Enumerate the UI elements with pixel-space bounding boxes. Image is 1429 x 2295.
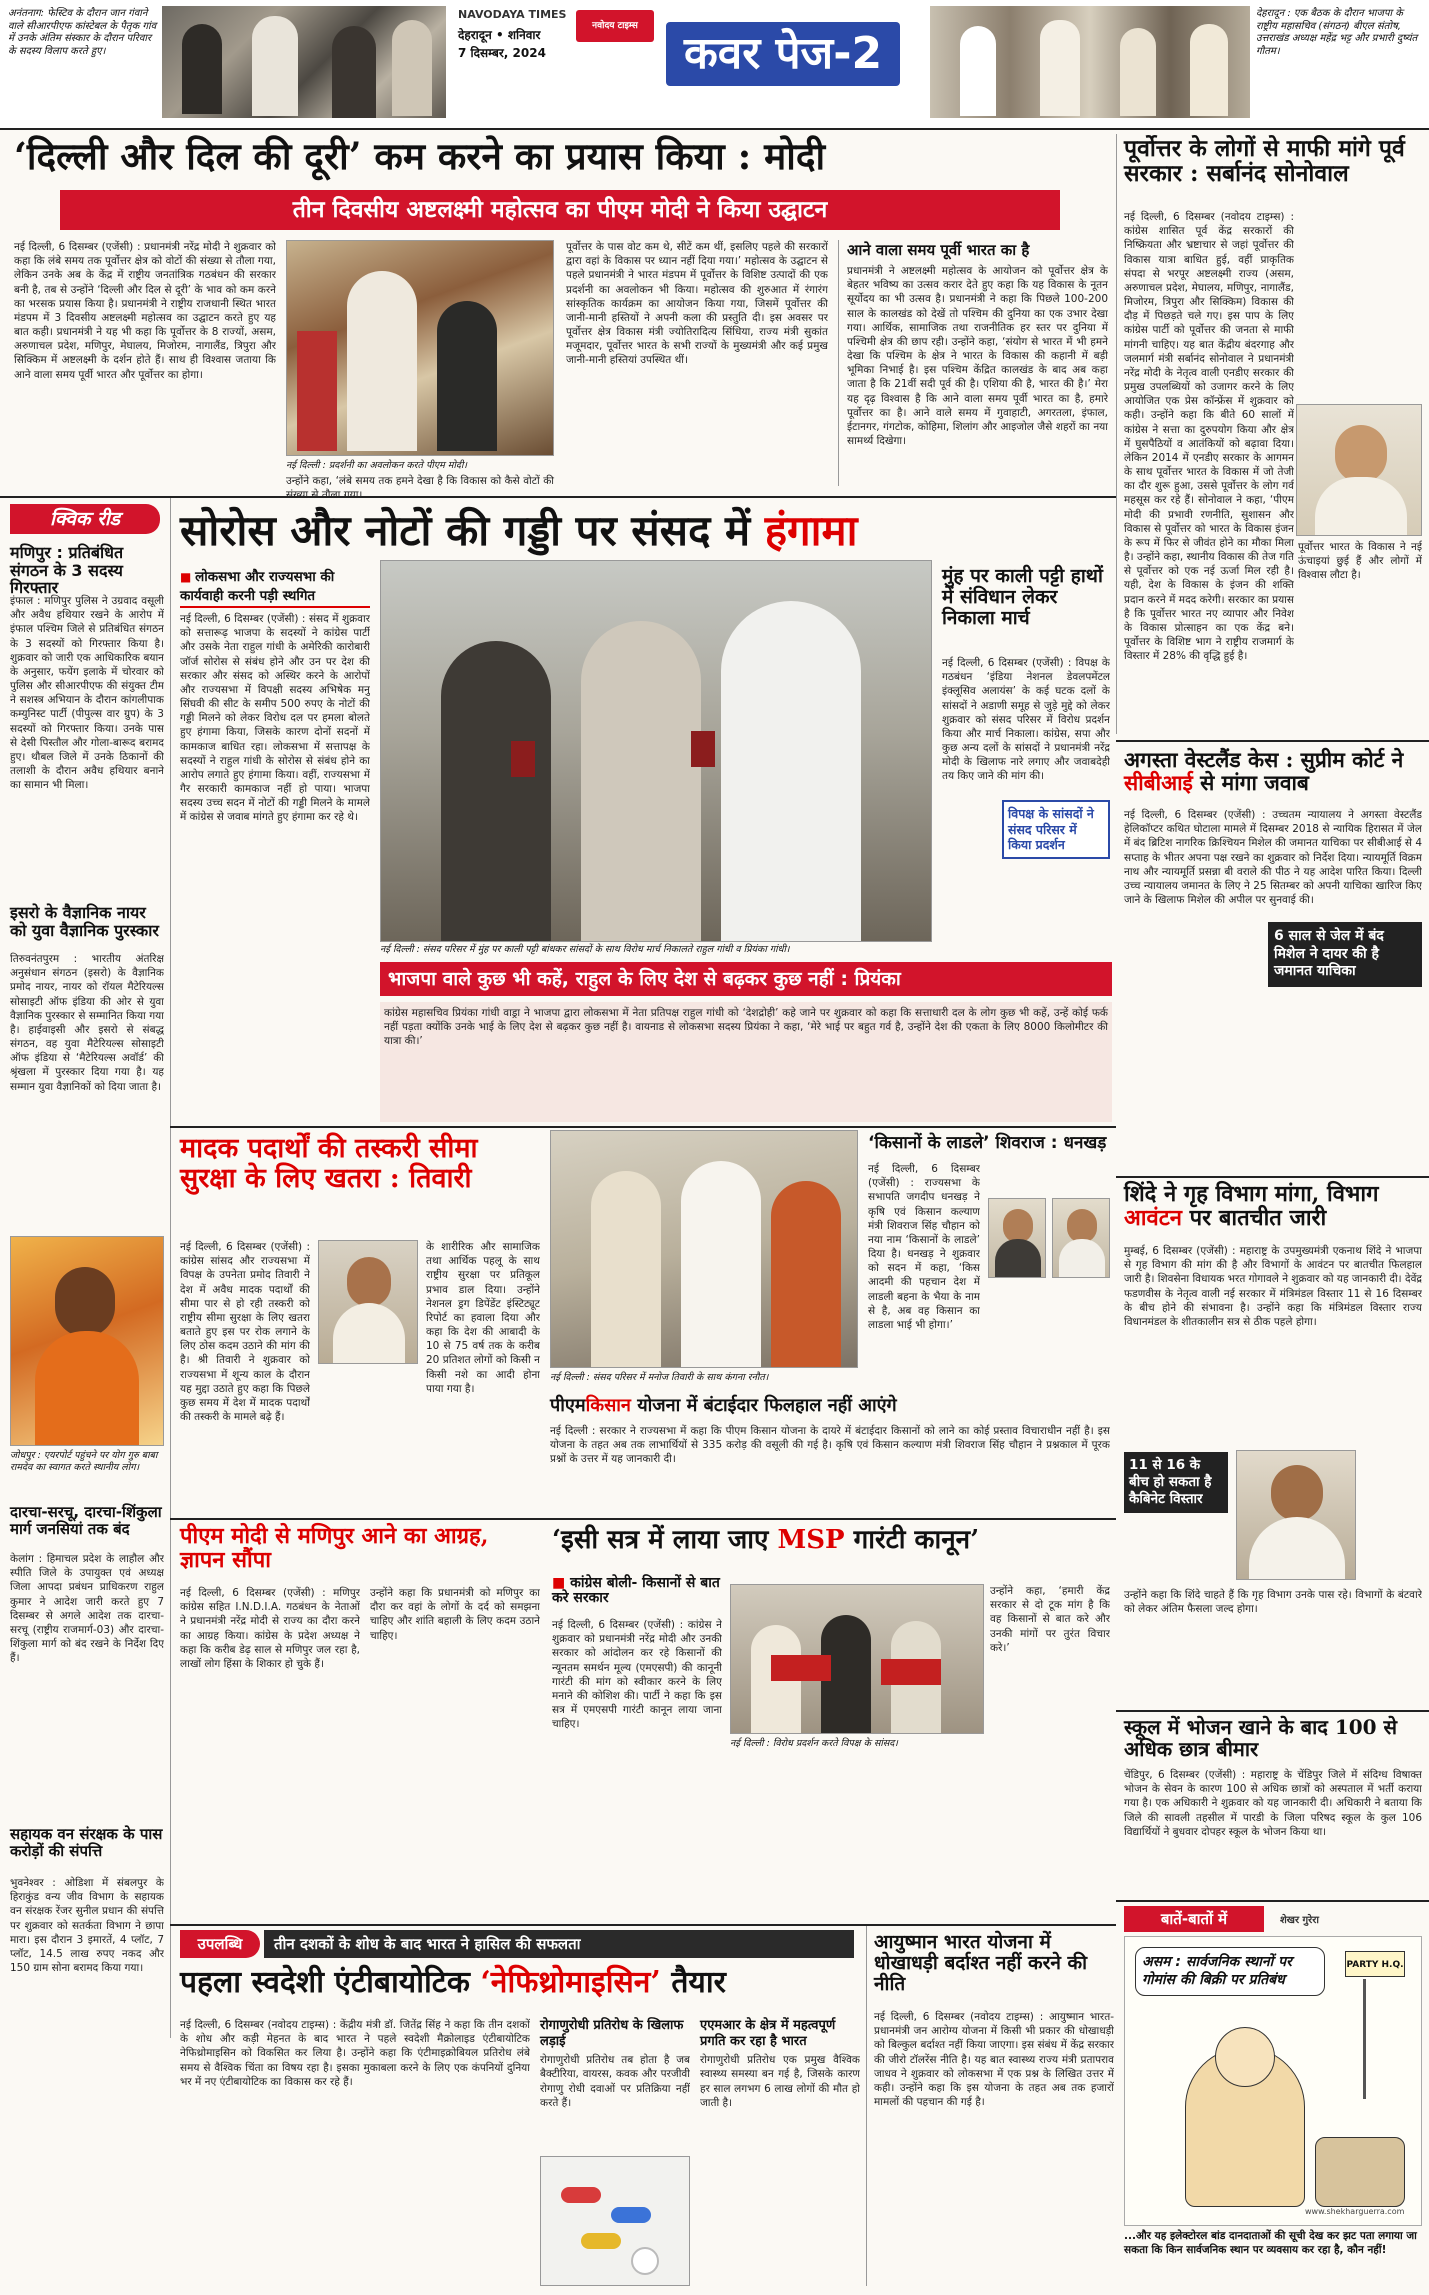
masthead-place-day: देहरादून • शनिवार — [458, 28, 541, 42]
soros-photo-caption: नई दिल्ली : संसद परिसर में मुंह पर काली पट्टी बांधकर सांसदों के साथ विरोध मार्च निकालते राहुल गांधी व प्रियंका गांधी। — [380, 944, 790, 955]
msp-photo — [730, 1584, 984, 1734]
madak-text: नई दिल्ली, 6 दिसम्बर (एजेंसी) : कांग्रेस सांसद और राज्यसभा में विपक्ष के उपनेता प्रमोद तिवारी ने देश में अवैध मादक पदार्थों की सीमा पार से हो रही तस्करी को राष्ट्रीय सीमा सुरक्षा के लिए खतरा बताते हुए इस पर रोक लगाने के लिए ठोस कदम उठाने की मांग की है। श्री तिवारी ने शुक्रवार को राज्यसभा में शून्य काल के दौरान यह मुद्दा उठाते हुए कहा कि पिछले कुछ समय में देश में मादक पदार्थों की तस्करी के मामले बढ़े हैं। — [180, 1241, 310, 1424]
shinde-photo — [1236, 1450, 1356, 1580]
soros-headline: सोरोस और नोटों की गड्डी पर संसद में हंगामा — [180, 506, 858, 555]
pm-kisan-headline: पीएमकिसान योजना में बंटाईदार फिलहाल नहीं आएंगे — [550, 1395, 897, 1416]
cartoon-panel — [1124, 1936, 1422, 2226]
shivraj-photo — [1052, 1198, 1110, 1278]
agusta-text: नई दिल्ली, 6 दिसम्बर (एजेंसी) : उच्चतम न्यायालय ने अगस्ता वेस्टलैंड हेलिकॉप्टर कथित घोटाला मामले में दिसम्बर 2018 से न्यायिक हिरासत में जेल में बंद ब्रिटिश नागरिक क्रिश्चियन मिशेल की जमानत याचिका पर सीबीआई से 4 सप्ताह के भीतर अपना पक्ष रखने का शुक्रवार को निर्देश दिया। न्यायमूर्ति विक्रम नाथ और न्यायमूर्ति प्रसन्ना बी वराले की पीठ ने यह आदेश पारित किया। दिल्ली उच्च न्यायालय जमानत के लिए ने 25 सितम्बर को अपनी याचिका खारिज किए जाने के खिलाफ मिशेल की अपील पर सुनवाई की। — [1124, 809, 1422, 907]
antibiotic-label: उपलब्धि — [180, 1930, 260, 1958]
qr-item2-text: तिरुवनंतपुरम : भारतीय अंतरिक्ष अनुसंधान संगठन (इसरो) के वैज्ञानिक प्रमोद नायर, नायर को रॉयल मैटेरियल्स सोसाइटी ऑफ इंडिया की ओर से युवा वैज्ञानिक पुरस्कार से सम्मानित किया गया है। हाईवाइसी और इसरो से संबद्ध संगठन, वह युवा मैटेरियल्स सोसाइटी ऑफ इंडिया से ‘मैटेरियल्स अवॉर्ड’ की श्रृंखला में पुरस्कार दिया गया है। यह सम्मान युवा वैज्ञानिकों को दिया जाता है। — [10, 953, 164, 1093]
manipur-text-2: उन्होंने कहा कि प्रधानमंत्री को मणिपुर का दौरा कर वहां के लोगों के दर्द को समझना चाहिए और शांति बहाली के लिए कदम उठाने चाहिए। — [370, 1587, 540, 1642]
qr-ramdev-photo — [10, 1236, 164, 1446]
lead-photo — [286, 240, 554, 456]
lead-col1: नई दिल्ली, 6 दिसम्बर (एजेंसी) : प्रधानमंत्री नरेंद्र मोदी ने शुक्रवार को कहा कि लंबे समय तक पूर्वोत्तर क्षेत्र को वोटों की संख्या से तौला गया, लेकिन उनके अब के केंद्र में राष्ट्रीय जनतांत्रिक गठबंधन की सरकार बनी है, तब से उन्होंने ‘दिल्ली और दिल से दूरी’ के भाव को कम करने का भरसक प्रयास किया है। प्रधानमंत्री ने राष्ट्रीय राजधानी स्थित भारत मंडपम में 3 दिवसीय अष्टलक्ष्मी महोत्सव का उद्घाटन करते हुए यह बात कही। प्रधानमंत्री ने यह भी कहा कि पूर्वोत्तर के 8 राज्यों, असम, अरुणाचल प्रदेश, मणिपुर, मेघालय, मिजोरम, नागालैंड, त्रिपुरा और सिक्किम में अष्टलक्ष्मी के दर्शन होते हैं। साथ ही विश्वास जताया कि आने वाला समय पूर्वी भारत और पूर्वोत्तर का होगा। — [14, 241, 276, 381]
masthead-logo-small: नवोदय टाइम्स — [576, 10, 654, 42]
dhankhar-photo — [988, 1198, 1046, 1278]
agusta-headline: अगस्ता वेस्टलैंड केस : सुप्रीम कोर्ट ने सीबीआई से मांगा जवाब — [1124, 747, 1404, 796]
masthead-left-photo — [162, 6, 446, 118]
msp-text: नई दिल्ली, 6 दिसम्बर (एजेंसी) : कांग्रेस ने शुक्रवार को प्रधानमंत्री नरेंद्र मोदी और उनकी सरकार को आंदोलन कर रहे किसानों की न्यूनतम समर्थन मूल्य (एमएसपी) की कानूनी गारंटी की मांग को स्वीकार करने के लिए मनाने की कोशिश की। पार्टी ने कहा कि इस सत्र में एमएसपी गारंटी कानून लाया जाना चाहिए। — [552, 1619, 722, 1731]
baten-label: बातें-बातों में — [1124, 1906, 1264, 1932]
qr-item3-head: दारचा-सरचू, दारचा-शिंकुला मार्ग जनसियां तक बंद — [10, 1503, 162, 1538]
party-hq-flag: PARTY H.Q. — [1345, 1951, 1405, 1977]
lead-box — [838, 240, 1108, 486]
lead-headline: ‘दिल्ली और दिल की दूरी’ कम करने का प्रयास किया : मोदी — [14, 134, 826, 178]
lead-photo-caption: नई दिल्ली : प्रदर्शनी का अवलोकन करते पीएम मोदी। — [286, 460, 468, 471]
pills-photo — [540, 2156, 690, 2286]
kangana-photo — [550, 1130, 858, 1368]
antibiotic-box1: रोगाणुरोधी प्रतिरोध के खिलाफ लड़ाई रोगाणुरोधी प्रतिरोध तब होता है जब बैक्टीरिया, वायरस, कवक और परजीवी रोगाणु रोधी दवाओं पर प्रतिक्रिया नहीं करते हैं। — [540, 2018, 690, 2109]
school-text: चेंडिपुर, 6 दिसम्बर (एजेंसी) : महाराष्ट्र के चेंडिपुर जिले में संदिग्ध विषाक्त भोजन के सेवन के कारण 100 से अधिक छात्रों को अस्पताल में भर्ती कराया गया है। एक अधिकारी ने शुक्रवार को यह जानकारी दी। अधिकारी ने बताया कि जिले की सावली तहसील में पारडी के जिला परिषद स्कूल के कुल 106 विद्यार्थियों ने बुधवार दोपहर स्कूल के भोजन किया था। — [1124, 1769, 1422, 1838]
shinde-text-2: उन्होंने कहा कि शिंदे चाहते हैं कि गृह विभाग उनके पास रहे। विभागों के बंटवारे को लेकर अंतिम फैसला जल्द होगा। — [1124, 1589, 1422, 1616]
sonowal-photo — [1296, 404, 1422, 536]
soros-sub: ■ लोकसभा और राज्यसभा की कार्यवाही करनी पड़ी स्थगित — [180, 566, 370, 608]
qr-item4-head: सहायक वन संरक्षक के पास करोड़ों की संपत्ति — [10, 1825, 163, 1860]
qr-item3-text: केलांग : हिमाचल प्रदेश के लाहौल और स्पीति जिले के उपायुक्त एवं अध्यक्ष जिला आपदा प्रबंधन प्राधिकरण राहुल कुमार ने आदेश जारी करते हुए 7 दिसम्बर से अगले आदेश तक दारचा-सरचू (राष्ट्रीय राजमार्ग-03) और दारचा-शिंकुला मार्ग को बंद रखने के निर्देश दिए हैं। — [10, 1553, 164, 1665]
msp-headline: ‘इसी सत्र में लाया जाए MSP गारंटी कानून’ — [552, 1525, 980, 1555]
antibiotic-text: नई दिल्ली, 6 दिसम्बर (नवोदय टाइम्स) : केंद्रीय मंत्री डॉ. जितेंद्र सिंह ने कहा कि तीन दशकों के शोध और कड़ी मेहनत के बाद भारत ने पहले स्वदेशी मैक्रोलाइड एंटीबायोटिक नेफिथ्रोमाइसिन को विकसित कर लिया है। उन्होंने कहा कि एंटीमाइक्रोबियल प्रतिरोध लंबे समय से वैश्विक चिंता का विषय रहा है। इसका मुकाबला करने के लिए एक कंपनियों दुनिया भर में नए एंटीबायोटिक का विकास कर रहे हैं। — [180, 2019, 530, 2088]
cartoon-caption: ...और यह इलेक्टोरल बांड दानदाताओं की सूची देख कर झट पता लगाया जा सकता कि किन सार्वजनिक स्थान पर व्यवसाय कर रहा है, कौन नहीं! — [1124, 2230, 1417, 2256]
sonowal-headline: पूर्वोत्तर के लोगों से माफी मांगे पूर्व सरकार : सर्बानंद सोनोवाल — [1124, 135, 1405, 188]
pm-kisan-text: नई दिल्ली : सरकार ने राज्यसभा में कहा कि पीएम किसान योजना के दायरे में बंटाईदार किसानों को लाने का कोई प्रस्ताव विचाराधीन नहीं है। इस योजना के तहत अब तक लाभार्थियों से 335 करोड़ की वसूली की गई है। कृषि एवं किसान कल्याण मंत्री शिवराज सिंह चौहान ने प्रश्नकाल में पूरक प्रश्नों के उत्तर में यह जानकारी दी। — [550, 1425, 1110, 1466]
ayushman-headline: आयुष्मान भारत योजना में धोखाधड़ी बर्दाश्त नहीं करने की नीति — [874, 1931, 1088, 1995]
lead-box-text: प्रधानमंत्री ने अष्टलक्ष्मी महोत्सव के आयोजन को पूर्वोत्तर क्षेत्र के बेहतर भविष्य का उत्सव करार देते हुए कहा कि यह विकास के नूतन सूर्योदय का भी उत्सव है। प्रधानमंत्री ने कहा कि पिछले 100-200 साल के कालखंड को देखें तो पश्चिम की दुनिया का एक उभार देखा गया। आर्थिक, सामाजिक तथा राजनीतिक हर स्तर पर दुनिया में पश्चिमी क्षेत्र की छाप रही। उन्होंने कहा, ‘संयोग से भारत में भी हमने देखा कि पश्चिम के क्षेत्र ने भारत के विकास की कहानी में बड़ी भूमिका निभाई है। इस पश्चिम केंद्रित कालखंड के बाद अब कहा जाता है कि 21वीं सदी पूर्व की है। एशिया की है, भारत की है।’ मेरा यह दृढ़ विश्वास है कि आने वाला समय पूर्वी भारत का है, हमारे पूर्वोत्तर का है। आने वाले समय में गुवाहाटी, अगरतला, इंफाल, ईटानगर, गंगटोक, कोहिमा, शिलांग और आइजोल जैसे शहरों का नया सामर्थ्य दिखेगा। — [847, 265, 1108, 448]
qr-item2-head: इसरो के वैज्ञानिक नायर को युवा वैज्ञानिक पुरस्कार — [10, 903, 159, 940]
manipur-text: नई दिल्ली, 6 दिसम्बर (एजेंसी) : मणिपुर कांग्रेस सहित I.N.D.I.A. गठबंधन के नेताओं ने प्रधानमंत्री नरेंद्र मोदी से राज्य का दौरा करने का आग्रह किया। कांग्रेस के प्रदेश अध्यक्ष ने कहा कि करीब डेढ़ साल से मणिपुर जल रहा है, लाखों लोग हिंसा के शिकार हो चुके हैं। — [180, 1587, 360, 1670]
lead-subhead: तीन दिवसीय अष्टलक्ष्मी महोत्सव का पीएम मोदी ने किया उद्घाटन — [60, 190, 1060, 230]
qr-item1-head: मणिपुर : प्रतिबंधित संगठन के 3 सदस्य गिरफ्तार — [10, 543, 124, 598]
shinde-callout: 11 से 16 के बीच हो सकता है कैबिनेट विस्तार — [1124, 1452, 1228, 1513]
antibiotic-kicker: तीन दशकों के शोध के बाद भारत ने हासिल की सफलता — [264, 1930, 854, 1958]
lead-box-title: आने वाला समय पूर्वी भारत का है — [847, 241, 1030, 259]
masthead — [0, 0, 1429, 128]
qr-item4-text: भुवनेश्वर : ओडिशा में संबलपुर के हिराकुंड वन्य जीव विभाग के सहायक वन संरक्षक रेंजर सुनील प्रधान की संपत्ति पर शुक्रवार को सतर्कता विभाग ने छापा मारा। इस दौरान 3 इमारतें, 4 प्लॉट, 7 प्लॉट, 14.5 लाख रुपए नकद और 150 ग्राम सोना बरामद किया गया। — [10, 1877, 164, 1975]
priyanka-head: भाजपा वाले कुछ भी कहें, राहुल के लिए देश से बढ़कर कुछ नहीं : प्रियंका — [380, 962, 1112, 996]
msp-photo-caption: नई दिल्ली : विरोध प्रदर्शन करते विपक्ष के सांसद। — [730, 1738, 898, 1749]
qr-photo-caption: जोधपुर : एयरपोर्ट पहुंचने पर योग गुरु बाबा रामदेव का स्वागत करते स्थानीय लोग। — [10, 1450, 158, 1473]
kisan-text: नई दिल्ली, 6 दिसम्बर (एजेंसी) : राज्यसभा के सभापति जगदीप धनखड़ ने कृषि एवं किसान कल्याण मंत्री शिवराज सिंह चौहान को नया नाम ‘किसानों के लाडले’ दिया है। धनखड़ ने शुक्रवार को सदन में कहा, ‘किस आदमी की पहचान देश में लाडली बहना के भैया के नाम से है, अब वह किसान का लाडला भाई भी होगा।’ — [868, 1163, 980, 1331]
lead-col4: पूर्वोत्तर के पास वोट कम थे, सीटें कम थीं, इसलिए पहले की सरकारों द्वारा वहां के विकास पर ध्यान नहीं दिया गया।’ महोत्सव के उद्घाटन से पहले प्रधानमंत्री ने भारत मंडपम में पूर्वोत्तर के विशिष्ट उत्पादों की एक प्रदर्शनी का अवलोकन भी किया। महोत्सव की शुरुआत में रंगारंग सांस्कृतिक कार्यक्रम का आयोजन किया गया, जिसमें पूर्वोत्तर की जानी-मानी हस्तियों ने अपनी कला की प्रस्तुति दी। इस अवसर पर पूर्वोत्तर क्षेत्र विकास मंत्री ज्योतिरादित्य सिंधिया, राज्य मंत्री सुकांत मजूमदार, पूर्वोत्तर भारत के सभी राज्यों के मुख्यमंत्री और कई प्रमुख जानी-मानी हस्तियां उपस्थित थीं। — [566, 241, 828, 367]
msp-sub: ■ कांग्रेस बोली- किसानों से बात करे सरकार — [552, 1575, 720, 1607]
soros-text: नई दिल्ली, 6 दिसम्बर (एजेंसी) : संसद में शुक्रवार को सत्तारूढ़ भाजपा के सदस्यों ने कांग्रेस पार्टी और उसके नेता राहुल गांधी के अमेरिकी कारोबारी जॉर्ज सोरोस से संबंध होने और उन पर देश की सरकार और संसद को अस्थिर करने के आरोपों और राज्यसभा में विपक्षी सदस्य अभिषेक मनु सिंघवी की सीट के समीप 500 रुपए के नोटों की गड्डी मिलने को लेकर विरोध दल पर हमला बोलते हुए हंगामा किया, जिसके कारण दोनों सदनों में कामकाज बाधित रहा। लोकसभा में सत्तापक्ष के सदस्यों ने राहुल गांधी के सोरोस से संबंध होने का आरोप लगाते हुए हंगामा किया। वहीं, राज्यसभा में गैर सरकारी कामकाज नहीं हो पाया। भाजपा सदस्य उच्च सदन में नोटों की गड्डी मिलने के मामले में कांग्रेस से जवाब मांगते हुए हंगामा कर रहे थे। — [180, 613, 370, 824]
ayushman-text: नई दिल्ली, 6 दिसम्बर (नवोदय टाइम्स) : आयुष्मान भारत-प्रधानमंत्री जन आरोग्य योजना में किसी भी प्रकार की धोखाधड़ी को बिल्कुल बर्दाश्त नहीं किया जाएगा। इस संबंध में केंद्र सरकार की जीरो टॉलरेंस नीति है। यह बात स्वास्थ्य राज्य मंत्री प्रतापराव जाधव ने शुक्रवार को लोकसभा में एक प्रश्न के लिखित उत्तर में कही। उन्होंने कहा कि इस योजना के तहत अब तक हजारों मामलों की पहचान की गई है। — [874, 2011, 1114, 2109]
masthead-right-photo — [930, 6, 1250, 118]
antibiotic-box2: एएमआर के क्षेत्र में महत्वपूर्ण प्रगति कर रहा है भारत रोगाणुरोधी प्रतिरोध एक प्रमुख वैश्विक स्वास्थ्य समस्या बन गई है, जिसके कारण हर साल लगभग 6 लाख लोगों की मौत हो जाती है। — [700, 2018, 860, 2109]
cartoonist-url: www.shekharguerra.com — [1305, 2207, 1405, 2216]
lead-col3: उन्होंने कहा, ‘लंबे समय तक हमने देखा है कि विकास को कैसे वोटों की — [286, 475, 554, 487]
priyanka-text: कांग्रेस महासचिव प्रियंका गांधी वाड्रा ने भाजपा द्वारा लोकसभा में नेता प्रतिपक्ष राहुल गांधी को ‘देशद्रोही’ कहे जाने पर शुक्रवार को कहा कि सत्ताधारी दल के लोग कुछ भी कहें, उन्हें कोई फर्क नहीं पड़ता क्योंकि उनके भाई के लिए देश से बढ़कर कुछ नहीं है। वायनाड से लोकसभा सदस्य प्रियंका ने कहा, ‘मेरे भाई पर बहुत गर्व है, उन्होंने देश की एकता के लिए 8000 किलोमीटर की यात्रा की।’ — [380, 1002, 1112, 1122]
kangana-caption: नई दिल्ली : संसद परिसर में मनोज तिवारी के साथ कंगना रनौत। — [550, 1372, 769, 1383]
masthead-date: 7 दिसम्बर, 2024 — [458, 46, 546, 60]
kisan-headline: ‘किसानों के लाडले’ शिवराज : धनखड़ — [868, 1133, 1107, 1153]
sonowal-text: नई दिल्ली, 6 दिसम्बर (नवोदय टाइम्स) : कांग्रेस शासित पूर्व केंद्र सरकारों की निष्क्रियता और भ्रष्टाचार से जहां पूर्वोत्तर की विकास यात्रा बाधित हुई, वहीं प्राकृतिक संपदा से भरपूर अष्टलक्ष्मी राज्य (असम, अरुणाचल प्रदेश, मेघालय, मणिपुर, नागालैंड, मिजोरम, त्रिपुरा और सिक्किम) विकास की दौड़ में पिछड़ते चले गए। इस पाप के लिए कांग्रेस पार्टी को पूर्वोत्तर की जनता से माफी मांगनी चाहिए। यह बात केंद्रीय बंदरगाह और जलमार्ग मंत्री सर्बानंद सोनोवाल ने प्रधानमंत्री नरेंद्र मोदी के नेतृत्व वाली एनडीए सरकार की प्रमुख उपलब्धियों को उजागर करने के लिए आयोजित एक प्रेस कॉन्फ्रेंस में शुक्रवार को कही। उन्होंने कहा कि बीते 60 सालों में कांग्रेस ने सत्ता का दुरुपयोग किया और क्षेत्र में घुसपैठियों व आतंकियों को बढ़ावा दिया। लेकिन 2014 में एनडीए सरकार के आगमन के साथ पूर्वोत्तर भारत के विकास में जो तेजी का दौर शुरू हुआ, उससे पूर्वोत्तर के लोग गर्व महसूस कर रहे हैं। सोनोवाल ने कहा, ‘पीएम मोदी की प्रभावी रणनीति, सुशासन और विकास से पूर्वोत्तर को भारत के विकास इंजन के रूप में फिर से जीवंत होने का मौका मिला है। उन्होंने कहा, स्थानीय विकास की तेज गति से पूर्वोत्तर को एक नई ऊर्जा मिल रही है। यही, देश के विकास के इंजन की शक्ति प्रदान करने में मदद करेगी। सरकार का प्रयास है कि पूर्वोत्तर भारत नए व्यापार और निवेश के विकास प्रोत्साहन का एक केंद्र बने। पूर्वोत्तर के विशिष्ट भाग ने राष्ट्रीय राजमार्ग के विस्तार में 28% की वृद्धि हुई है। — [1124, 211, 1294, 663]
shinde-text: मुम्बई, 6 दिसम्बर (एजेंसी) : महाराष्ट्र के उपमुख्यमंत्री एकनाथ शिंदे ने भाजपा से गृह विभाग की मांग की है और विभागों के आवंटन पर बातचीत फिलहाल जारी है। शिवसेना विधायक भरत गोगावले ने शुक्रवार को यह जानकारी दी। देवेंद्र फडणवीस के नेतृत्व वाली नई सरकार में मंत्रिमंडल विस्तार 11 से 16 दिसम्बर के बीच होने की संभावना है। उन्होंने कहा कि मंत्रिमंडल विस्तार राज्य विधानमंडल के शीतकालीन सत्र से ठीक पहले होगा। — [1124, 1245, 1422, 1328]
sonowal-text-2: पूर्वोत्तर भारत के विकास ने नई ऊंचाइयां छुई हैं और लोगों में विश्वास लौटा है। — [1298, 541, 1422, 582]
school-headline-main: स्कूल में भोजन खाने के बाद 100 से अधिक छात्र बीमार — [1124, 1715, 1398, 1761]
agusta-callout: 6 साल से जेल में बंद मिशेल ने दायर की है जमानत याचिका — [1268, 922, 1422, 987]
soros-side-head: मुंह पर काली पट्टी हाथों में संविधान लेकर निकाला मार्च — [942, 565, 1103, 629]
cartoonist-name: शेखर गुरेरा — [1280, 1915, 1319, 1926]
masthead-left-note: अनंतनाग: फेस्टिव के दौरान जान गंवाने वाले सीआरपीएफ कांस्टेबल के पैतृक गांव में उनके अंतिम संस्कार के दौरान परिवार के सदस्य विलाप करते हुए। — [8, 8, 157, 57]
shinde-headline: शिंदे ने गृह विभाग मांगा, विभाग आवंटन पर बातचीत जारी — [1124, 1181, 1379, 1232]
madak-text2: के शारीरिक और सामाजिक तथा आर्थिक पहलू के साथ राष्ट्रीय सुरक्षा पर प्रतिकूल प्रभाव डाल दिया। उन्होंने नेशनल ड्रग डिपेंडेंट इंस्टिट्यूट रिपोर्ट का हवाला दिया और कहा कि देश की आबादी के 10 से 75 वर्ष तक के करीब 20 प्रतिशत लोगों को किसी न किसी नशे का आदी होना पाया गया है। — [426, 1241, 540, 1395]
antibiotic-headline: पहला स्वदेशी एंटीबायोटिक ‘नेफिथ्रोमाइसिन’ तैयार — [180, 1965, 726, 2000]
tiwari-photo — [318, 1240, 418, 1364]
masthead-right-note: देहरादून : एक बैठक के दौरान भाजपा के राष्ट्रीय महासचिव (संगठन) बीएल संतोष, उत्तराखंड अध्यक्ष महेंद्र भट्ट और प्रभारी दुष्यंत गौतम। — [1256, 8, 1418, 57]
soros-side-text: नई दिल्ली, 6 दिसम्बर (एजेंसी) : विपक्ष के गठबंधन ‘इंडिया नेशनल डेवलपमेंटल इंक्लूसिव अलायंस’ के कई घटक दलों के सांसदों ने अडाणी समूह से जुड़े मुद्दे को लेकर शुक्रवार को संसद परिसर में विरोध प्रदर्शन किया और मार्च निकाला। कांग्रेस, सपा और कुछ अन्य दलों के सांसदों ने प्रधानमंत्री नरेंद्र मोदी के खिलाफ नारे लगाए और जवाबदेही तय किए जाने की मांग की। — [942, 657, 1110, 783]
quick-read-label: क्विक रीड — [10, 504, 160, 534]
soros-photo — [380, 560, 932, 942]
madak-headline: मादक पदार्थों की तस्करी सीमा सुरक्षा के लिए खतरा : तिवारी — [180, 1133, 478, 1194]
page-title: कवर पेज-2 — [666, 22, 900, 86]
soros-inset: विपक्ष के सांसदों ने संसद परिसर में किया प्रदर्शन — [1002, 800, 1110, 859]
msp-text2: उन्होंने कहा, ‘हमारी केंद्र सरकार से दो टूक मांग है कि वह किसानों से बात करे और उनकी मांगों पर तुरंत विचार करे।’ — [990, 1585, 1110, 1654]
qr-item1-text: इंफाल : मणिपुर पुलिस ने उग्रवाद वसूली और अवैध हथियार रखने के आरोप में इंफाल पश्चिम जिले से प्रतिबंधित संगठन के 3 सदस्यों को गिरफ्तार किया है। शुक्रवार को जारी एक आधिकारिक बयान के अनुसार, फयेंग इलाके में चोरवार को पुलिस और सीआरपीएफ की संयुक्त टीम ने सशस्त्र अभियान के दौरान कांगलीपाक कम्युनिस्ट पार्टी (पीपुल्स वार ग्रुप) के 3 सदस्यों को गिरफ्तार किया। उनके पास से देसी पिस्तौल और गोला-बारूद बरामद हुए। थौबल जिले में उनके ठिकानों की तलाशी के दौरान अवैध हथियार बनाने का सामान भी मिला। — [10, 595, 164, 792]
paper-name: NAVODAYA TIMES — [458, 8, 567, 21]
cartoon-bubble: असम : सार्वजनिक स्थानों पर गोमांस की बिक्री पर प्रतिबंध — [1135, 1947, 1325, 1996]
manipur-headline: पीएम मोदी से मणिपुर आने का आग्रह, ज्ञापन सौंपा — [180, 1523, 489, 1574]
